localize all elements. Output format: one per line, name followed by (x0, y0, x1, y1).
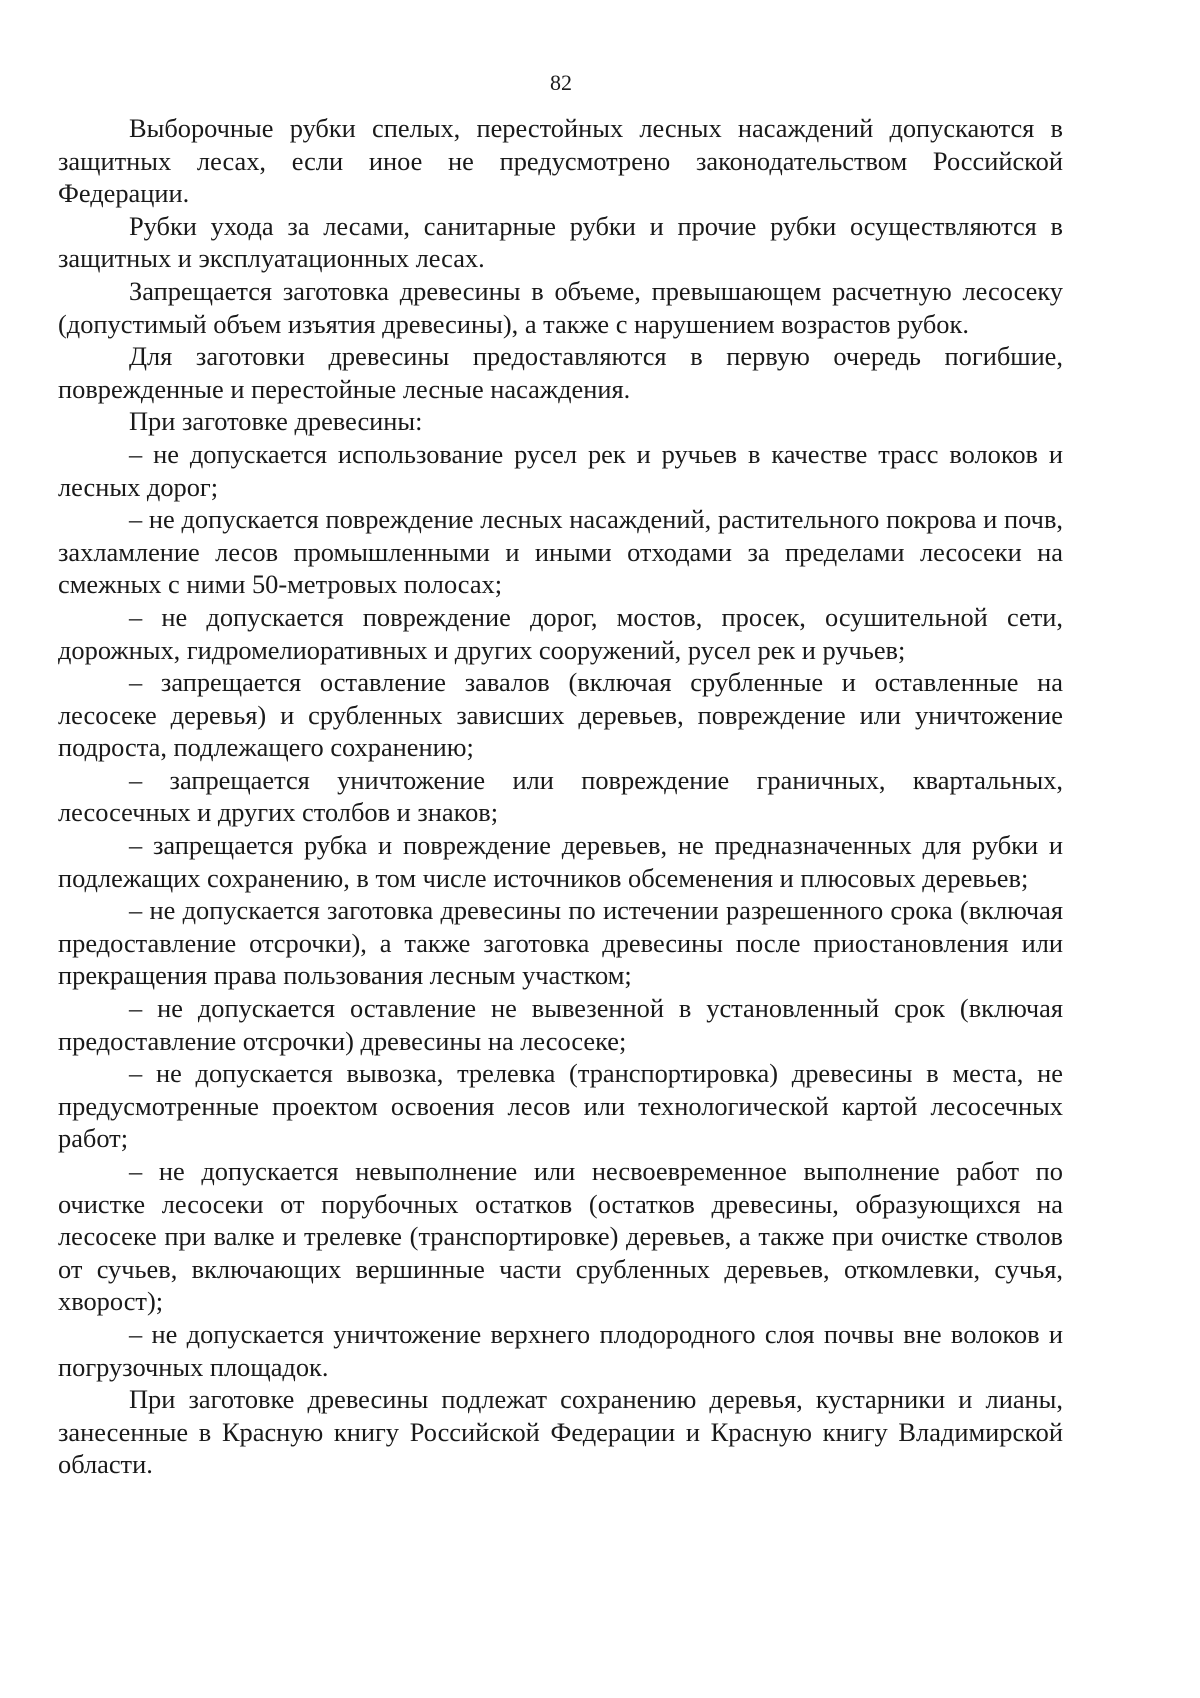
list-item-damage-plantings: – не допускается повреждение лесных насаждений, растительного покрова и почв, захламление лесов промышленными и иными отходами за пределами лесосеки на смежных с ними 50-метровых полосах; (58, 504, 1063, 600)
paragraph-harvesting-intro: При заготовке древесины: (129, 406, 423, 437)
paragraph-red-book: При заготовке древесины подлежат сохранению деревья, кустарники и лианы, занесенные в Красную книгу Российской Федерации и Красную книгу Владимирской области. (58, 1384, 1063, 1480)
document-body (58, 112, 1063, 1481)
paragraph-selective-felling: Выборочные рубки спелых, перестойных лесных насаждений допускаются в защитных лесах, если иное не предусмотрено законодательством Российской Федерации. (58, 113, 1063, 209)
list-item-topsoil: – не допускается уничтожение верхнего плодородного слоя почвы вне волоков и погрузочных площадок. (58, 1318, 1063, 1382)
list-item-skidding-places: – не допускается вывозка, трелевка (транспортировка) древесины в места, не предусмотренные проектом освоения лесов или технологической картой лесосечных работ; (58, 1058, 1063, 1154)
paragraph-priority-stands: Для заготовки древесины предоставляются в первую очередь погибшие, поврежденные и перестойные лесные насаждения. (58, 341, 1063, 404)
list-item-protected-trees: – запрещается рубка и повреждение деревьев, не предназначенных для рубки и подлежащих сохранению, в том числе источников обсеменения и плюсовых деревьев; (58, 830, 1063, 893)
list-item-boundary-posts: – запрещается уничтожение или повреждение граничных, квартальных, лесосечных и других столбов и знаков; (58, 764, 1063, 828)
list-item-river-beds: – не допускается использование русел рек и ручьев в качестве трасс волоков и лесных дорог; (58, 438, 1063, 502)
list-item-unremoved-timber: – не допускается оставление не вывезенной в установленный срок (включая предоставление отсрочки) древесины на лесосеке; (58, 993, 1063, 1056)
list-item-windfalls: – запрещается оставление завалов (включая срубленные и оставленные на лесосеке деревья) и срубленных зависших деревьев, повреждение или уничтожение подроста, подлежащего сохранению; (58, 667, 1063, 763)
list-item-logging-residues: – не допускается невыполнение или несвоевременное выполнение работ по очистке лесосеки от порубочных остатков (остатков древесины, образующихся на лесосеке при валке и трелевке (транспортировке) деревьев, а также при очистке стволов от сучьев, включающих вершинные части срубленных деревьев, откомлевки, сучья, хворост); (58, 1156, 1063, 1317)
page-number: 82 (550, 70, 572, 95)
list-item-expired-term: – не допускается заготовка древесины по истечении разрешенного срока (включая предоставление отсрочки), а также заготовка древесины после приостановления или прекращения права пользования лесным участком; (58, 895, 1063, 991)
paragraph-volume-prohibition: Запрещается заготовка древесины в объеме, превышающем расчетную лесосеку (допустимый объем изъятия древесины), а также с нарушением возрастов рубок. (58, 275, 1063, 339)
list-item-damage-roads: – не допускается повреждение дорог, мостов, просек, осушительной сети, дорожных, гидромелиоративных и других сооружений, русел рек и ручьев; (58, 601, 1063, 665)
paragraph-care-felling: Рубки ухода за лесами, санитарные рубки и прочие рубки осуществляются в защитных и эксплуатационных лесах. (58, 210, 1063, 274)
